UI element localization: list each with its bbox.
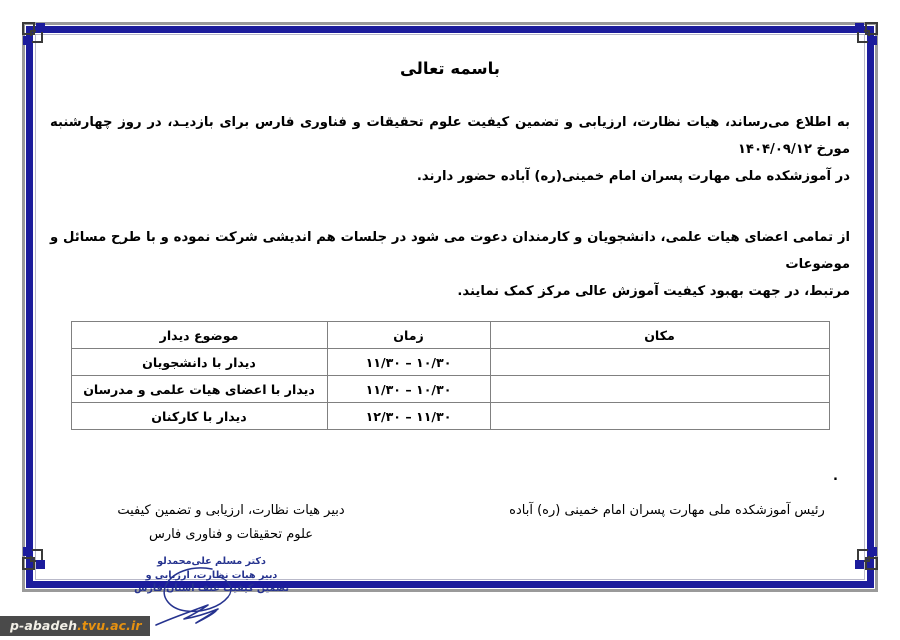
table-header-place: مکان bbox=[490, 322, 829, 349]
cell-subject: دیدار با دانشجویان bbox=[71, 349, 327, 376]
paragraph-2 bbox=[42, 224, 858, 305]
table-header-time: زمان bbox=[327, 322, 490, 349]
stamp-line-2: دبیر هیات نظارت، ارزیابی و bbox=[145, 569, 278, 581]
schedule-table bbox=[71, 321, 830, 430]
signature-left-block bbox=[66, 499, 396, 547]
cell-time: ۱۰/۳۰ – ۱۱/۳۰ bbox=[327, 376, 490, 403]
table-row bbox=[71, 403, 829, 430]
signature-area bbox=[42, 470, 858, 640]
cell-place bbox=[490, 376, 829, 403]
cell-subject: دیدار با اعضای هیات علمی و مدرسان bbox=[71, 376, 327, 403]
table-row bbox=[71, 349, 829, 376]
cell-place bbox=[490, 403, 829, 430]
cell-subject: دیدار با کارکنان bbox=[71, 403, 327, 430]
paragraph-2-line-2: مرتبط، در جهت بهبود کیفیت آموزش عالی مرکز کمک نمایند. bbox=[457, 284, 850, 300]
cell-time: ۱۰/۳۰ – ۱۱/۳۰ bbox=[327, 349, 490, 376]
cell-time: ۱۱/۳۰ – ۱۲/۳۰ bbox=[327, 403, 490, 430]
paragraph-1-line-1: به اطلاع می‌رساند، هیات نظارت، ارزیابی و تضمین کیفیت علوم تحقیقات و فناوری فارس برای بازدیـد، در روز چهارشنبه مورخ ۱۴۰۴/۰۹/۱۲ bbox=[50, 114, 850, 157]
paragraph-2-line-1: از تمامی اعضای هیات علمی، دانشجویان و کارمندان دعوت می شود در جلسات هم اندیشی شرکت نموده و با طرح مسائل و موضوعات bbox=[50, 229, 850, 273]
paragraph-1-line-2: در آموزشکده ملی مهارت پسران امام خمینی(ره) آباده حضور دارند. bbox=[416, 168, 850, 184]
footer-url-domain: .tvu.ac.ir bbox=[77, 618, 142, 633]
paragraph-1 bbox=[42, 109, 858, 190]
document-title: باسمه تعالی bbox=[399, 59, 501, 78]
signature-left-title-line-2: علوم تحقیقات و فناوری فارس bbox=[148, 527, 314, 543]
stray-dot-mark: . bbox=[833, 469, 838, 485]
stamp-line-1: دکتر مسلم علی‌محمدلو bbox=[157, 556, 266, 568]
signature-right-block bbox=[502, 499, 832, 523]
table-row bbox=[71, 376, 829, 403]
document-content bbox=[42, 42, 858, 595]
table-header-subject: موضوع دیدار bbox=[71, 322, 327, 349]
schedule-table-wrapper bbox=[42, 321, 858, 430]
footer-url-name: p-abadeh bbox=[10, 618, 78, 633]
stamp-line-3: تضمین کیفیت عتف استان فارس bbox=[134, 583, 289, 595]
signature-left-title-line-1: دبیر هیات نظارت، ارزیابی و تضمین کیفیت bbox=[117, 503, 345, 519]
signature-stamp-text bbox=[104, 555, 319, 596]
signature-right-title: رئیس آموزشکده ملی مهارت پسران امام خمینی (ره) آباده bbox=[509, 503, 825, 519]
cell-place bbox=[490, 349, 829, 376]
footer-url-badge[interactable] bbox=[0, 616, 150, 636]
table-header-row bbox=[71, 322, 829, 349]
